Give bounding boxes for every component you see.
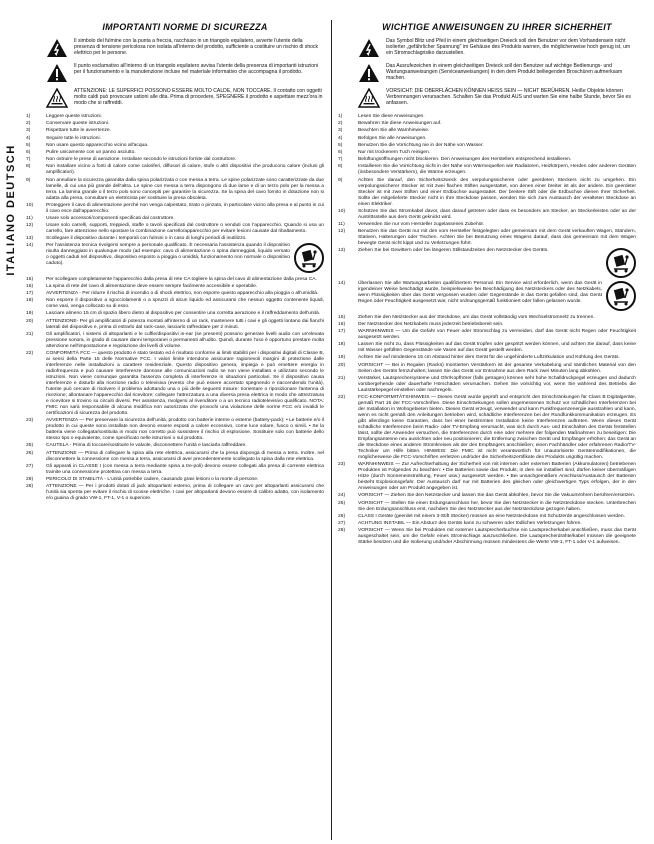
instruction-text: Ziehen Sie bei Gewittern oder bei längeren Stillstandzeiten den Netzstecker des Geräts.: [358, 248, 636, 280]
instruction-item: [26, 291, 324, 297]
instruction-number: 18): [26, 298, 34, 304]
hot-surface-icon: [46, 88, 68, 108]
instruction-number: 9): [338, 177, 343, 183]
instruction-number: 27): [26, 463, 34, 469]
instruction-number: 6): [338, 149, 343, 155]
instruction-text: Gli amplificatori, i sistemi di altoparlanti e le cuffie/dispositivi in-ear (se presenti) possono generare livelli audio con un'elevata pressione sonora, in grado di causare danni temporanei o permanenti all'udito. Quindi, durante l'uso è opportuno prestare molta attenzione nell'impostazione e regolazione dei livelli di volume.: [46, 331, 324, 349]
instruction-text: Benutzen Sie das Gerät nur mit den vom Hersteller festgelegten oder gemeinsam mit dem Gerät verkauften Wagen, Ständern, Stativen, Halterungen oder Tischen. Achten Sie bei Benutzung eines Wagens darauf, dass das gemeinsam mit dem Wagen bewegte Gerät nicht kippt und zu Verletzungen führt.: [358, 229, 636, 247]
instruction-text: Ziehen Sie den Netzstecker aus der Steckdose, um das Gerät vollständig vom Wechselstromnetz zu trennen.: [358, 314, 595, 320]
instruction-number: 3): [338, 128, 343, 134]
instruction-item: [26, 164, 324, 176]
instruction-item: [338, 395, 636, 461]
instruction-item: [26, 319, 324, 331]
instruction-item: [26, 157, 324, 163]
instruction-text: Pulire unicamente con un panno asciutto.: [46, 149, 136, 155]
instruction-item: [26, 351, 324, 417]
instruction-text: Schützen Sie das Stromkabel davor, dass darauf getreten oder dass es besonders am Stecker, an Steckerleisten oder an der Austrittsstelle aus dem Gerät geknickt wird.: [358, 208, 636, 220]
instruction-item: [338, 521, 636, 527]
instruction-number: 19): [26, 311, 34, 317]
instruction-item: [26, 178, 324, 202]
instruction-text: ATTENZIONE — Per i prodotti dotati di jack altoparlanti esterno, prima di collegare un cavo per altoparlanti assicurarsi che l'unità sia spenta per evitare il rischio di scosse elettriche. I cavi per altoparlanti devono essere di calibro adatto, con isolamento e/o guaina di grado VW-1, FT-1, V-1 o superiore.: [46, 484, 324, 502]
instruction-text: Seguire tutte le istruzioni.: [46, 135, 101, 141]
instruction-text: WARNHINWEIS — Zur Aufrechterhaltung der Sicherheit von mit internen oder externen Batterien (Akkumulatoren) betriebenen Produkten ist Folgendes zu beachten: • Die Batterien sowie das Produkt, in dem sie installiert sind, dürfen keiner übermäßigen Hitze (durch Sonneneinstrahlung, Feuer usw.) ausgesetzt werden. • Bei unsachgemäßem Anschluss/Austausch der Batterien besteht Explosionsgefahr. Der Austausch darf nur mit Batterien des gleichen oder gleichwertigen Typs erfolgen, der in den Anweisungen oder am Produkt angegeben ist.: [358, 462, 636, 492]
instruction-number: 15): [338, 314, 346, 320]
instruction-item: [338, 114, 636, 120]
instruction-number: 26): [26, 450, 34, 456]
instruction-number: 20): [338, 362, 346, 368]
italian-warnings: [26, 38, 324, 108]
instruction-number: 14): [338, 281, 346, 287]
instruction-number: 22): [26, 350, 34, 356]
instruction-text: ATTENZIONE- Per gli amplificatori di potenza montati all'interno di un rack, mantenere tutti i cavi e gli oggetti lontano dai fianchi laterali del dispositivo e, prima di estrarlo dal rack-case, lasciarlo raffreddare per 2 minuti.: [46, 318, 324, 330]
instruction-text: Verwenden Sie nur vom Hersteller zugelassenes Zubehör.: [358, 221, 485, 227]
instruction-item: [338, 150, 636, 156]
instruction-number: 3): [26, 128, 31, 134]
instruction-item: [338, 209, 636, 221]
instruction-number: 8): [26, 164, 31, 170]
instruction-text: Achten Sie darauf, den Sicherheitszweck des verpolungssicheren oder geerdeten Steckers nicht zu umgehen. Ein verpolungssicherer Stecker ist mit zwei flachen Stiften ausgestattet, von denen einer breiter ist als der andere. Ein geerdeter Stecker ist mit zwei Stiften und einer Erdbuchse ausgestattet. Der breitere Stift oder die Erdbuchse dienen Ihrer Sicherheit. Sollte der mitgelieferte Stecker nicht in Ihre Steckdose passen, wenden Sie sich zum Austausch der veralteten Steckdose an einen Elektriker.: [358, 177, 636, 207]
instruction-text: AVVERTENZA - Per ridurre il rischio di incendio o di shock elettrico, non esporre questo apparecchio alla pioggia o all'umidità.: [46, 291, 319, 296]
instruction-text: Der Netzstecker des Netzkabels muss jederzeit betriebsbereit sein.: [358, 321, 504, 327]
instruction-item: [338, 222, 636, 228]
instruction-text: Non esporre il dispositivo a sgocciolamenti o a spruzzi di alcun liquido ed assicurarsi che nessun oggetto contenente liquidi, come vasi, venga collocato su di esso.: [46, 298, 324, 310]
instruction-number: 7): [338, 157, 343, 163]
instruction-number: 24): [338, 493, 346, 499]
warning-notice: [46, 88, 324, 108]
warning-text: Das Symbol Blitz und Pfeil in einem gleichseitigen Dreieck soll den Benutzer vor dem Vorhandensein nicht isolierter „gefährlicher Spannung" im Gehäuse des Produkts warnen, die möglicherweise hoch genug ist, um ein Stromschlagrisiko darzustellen.: [386, 38, 631, 57]
instruction-text: CLASS I Geräte (geerdet mit einem 3-Stift Stecker) müssen an eine Netzsteckdose mit Schutzerde angeschlossen werden.: [358, 513, 625, 519]
instruction-number: 1): [338, 114, 343, 119]
instruction-item: [338, 143, 636, 149]
instruction-item: [26, 451, 324, 463]
instruction-item: [338, 376, 636, 394]
instruction-item: [338, 355, 636, 361]
instruction-text: Gli apparati in CLASSE I (con messa a terra mediante spina a tre-poli) devono essere collegati alla presa di corrente elettrica tramite una connessione protettiva con messa a terra.: [46, 463, 324, 475]
instruction-item: [338, 157, 636, 163]
instruction-item: [338, 229, 636, 247]
german-warnings: [338, 38, 636, 108]
german-heading: WICHTIGE ANWEISUNGEN ZU IHRER SICHERHEIT: [382, 22, 612, 32]
warning-text: VORSICHT: DIE OBERFLÄCHEN KÖNNEN HEISS SEIN — NICHT BERÜHREN. Heiße Objekte können Verbrennungen verursachen. Schalten Sie das Produkt AUS und warten Sie eine halbe Stunde, bevor Sie es anfassen.: [386, 88, 631, 107]
instruction-number: 11): [26, 215, 33, 221]
instruction-item: [26, 332, 324, 350]
instruction-number: 28): [338, 528, 346, 534]
instruction-number: 17): [338, 329, 346, 334]
instruction-number: 28): [26, 484, 34, 490]
italian-heading: IMPORTANTI NORME DI SICUREZZA: [102, 22, 268, 32]
instruction-number: 7): [26, 157, 31, 163]
instruction-number: 17): [26, 291, 34, 296]
instruction-item: [338, 136, 636, 142]
instruction-text: Belüftungsöffnungen nicht blockieren. Den Anweisungen des Herstellers entsprechend installieren.: [358, 157, 572, 163]
instruction-text: Benutzen Sie die Vorrichtung nie in der Nähe von Wasser.: [358, 142, 484, 148]
instruction-number: 4): [338, 135, 343, 141]
instruction-text: Befolgen Sie alle Anweisungen.: [358, 135, 427, 141]
instruction-number: 27): [338, 520, 346, 526]
instruction-number: 22): [338, 394, 346, 400]
instruction-item: [338, 315, 636, 321]
instruction-text: Leggere queste istruzioni.: [46, 114, 103, 119]
instruction-item: [26, 136, 324, 142]
instruction-text: Usare solo accessori/componenti specificati dal costruttore.: [46, 215, 175, 221]
instruction-text: Proteggere il cavo di alimentazione perché non venga calpestato, tirato o pinzato, in particolare vicino alla presa e al punto in cui il cavo esce dall'apparecchio.: [46, 202, 324, 214]
instruction-item: [338, 281, 636, 313]
instruction-number: 10): [338, 208, 346, 214]
instruction-item: [26, 477, 324, 483]
instruction-item: [338, 164, 636, 176]
language-side-tab: [2, 144, 20, 276]
instruction-text: La spina di rete del cavo di alimentazione deve essere sempre facilmente accessibile e operabile.: [46, 283, 258, 289]
warning-notice: [358, 38, 636, 58]
instruction-number: 23): [338, 462, 346, 468]
instruction-number: 2): [338, 121, 343, 127]
instruction-number: 13): [338, 248, 346, 254]
instruction-number: 6): [26, 149, 31, 155]
instruction-item: [26, 484, 324, 502]
instruction-number: 13): [26, 236, 34, 242]
instruction-item: [26, 443, 324, 449]
instruction-text: CONFORMITÀ FCC — questo prodotto è stato testato ed è risultato conforme ai limiti stabiliti per i dispositivi digitali di Classe B, ai sensi della Parte 15 delle Normative FCC. I valori limite intendono assicurare ragionevoli margini di protezione dalle interferenze nelle installazioni a carattere residenziale. Questo dispositivo genera, impiega e può emettere energia in radiofrequenza e può causare interferenze dannose alle comunicazioni radio se non viene installato e utilizzato secondo le istruzioni. Non viene comunque garantita l'assenza completa di interferenze in situazioni particolari. Se il dispositivo causa interferenze e disturbi alla ricezione radio o televisiva (evento che può essere accertato spegnendo e riaccendendo l'unità), l'utente può cercare di risolvere il problema adottando una o più delle seguenti misure: riorientare o riposizionare l'antenna di ricezione; allontanare l'apparecchio dal ricevitore; collegare l'attrezzatura a una diversa presa elettrica in modo che attrezzatura e ricevitore si trovino su circuiti diversi. Per assistenza, rivolgersi al rivenditore o a un tecnico radiotelevisivo qualificato. NOTA: FMIC non sarà responsabile di alcuna modifica non autorizzata che provochi una violazione delle norme FCC e/o invalidi le certificazioni di sicurezza del prodotto.: [46, 350, 324, 416]
instruction-item: [26, 143, 324, 149]
instruction-item: [26, 203, 324, 215]
instruction-number: 1): [26, 114, 31, 119]
instruction-text: Lassen Sie nicht zu, dass Flüssigkeiten auf das Gerät tropfen oder gespritzt werden können, und achten Sie darauf, dass keine mit Wasser gefüllten Gegenstände wie Vasen auf das Gerät gestellt werden.: [358, 342, 636, 354]
instruction-text: ACHTUNG INSTABIL — Ein Absturz des Geräts kann zu schweren oder tödlichen Verletzungen führen.: [358, 520, 582, 526]
instruction-text: Nur mit trockenem Tuch reinigen.: [358, 149, 431, 155]
instruction-number: 4): [26, 135, 31, 141]
instruction-item: [338, 121, 636, 127]
instruction-text: Per scollegare completamente l'apparecchio dalla presa di rete CA togliere la spina del cavo di alimentazione dalla presa CA.: [46, 276, 317, 282]
instruction-number: 21): [338, 375, 346, 381]
instruction-item: [26, 243, 324, 275]
instruction-text: CAUTELA - Prima di toccare/sostituire le valvole, disconnettere l'unità e lasciarla raffreddare.: [46, 443, 247, 449]
instruction-text: Verstärker, Lautsprechersysteme und Ohr/Kopfhörer (falls getragen) können sehr hohe Schalldruckpegel erzeugen und dadurch vorübergehende oder dauerhafte Hörschäden verursachen. Gehen Sie vorsichtig vor, wenn Sie während des Betriebs die Lautstärkepegel einstellen oder nachregeln.: [358, 375, 636, 393]
instruction-item: [26, 128, 324, 134]
instruction-text: WARNHINWEIS — Um die Gefahr von Feuer oder Stromschlag zu vermeiden, darf das Gerät nicht Regen oder Feuchtigkeit ausgesetzt werden.: [358, 329, 636, 340]
instruction-item: [338, 128, 636, 134]
instruction-number: 23): [26, 418, 34, 424]
warning-text: Il punto esclamativo all'interno di un triangolo equilatero avvisa l'utente della presenza di importanti istruzioni per il funzionamento e la manutenzione incluse nel materiale informativo che accompagna il prodotto.: [74, 63, 319, 76]
instruction-number: 26): [338, 513, 346, 519]
instruction-item: [26, 150, 324, 156]
instruction-text: VORSICHT — Ziehen Sie den Netzstecker und lassen Sie das Gerät abkühlen, bevor Sie die Vakuumröhren berühren/ersetzen.: [358, 493, 636, 499]
instruction-number: 18): [338, 342, 346, 348]
instruction-text: VORSICHT — Stellen Sie einen Erdungsanschluss her, bevor Sie den Netzstecker in die Netzsteckdose stecken. Unterbrechen Sie den Erdungsanschluss erst, nachdem Sie den Netzstecker aus der Netzsteckdose gezogen haben.: [358, 500, 636, 512]
instruction-item: [338, 493, 636, 499]
instruction-item: [26, 114, 324, 120]
german-column: [338, 22, 636, 547]
instruction-item: [338, 514, 636, 520]
exclamation-triangle-icon: [358, 63, 380, 83]
instruction-number: 16): [338, 321, 346, 327]
instruction-number: 25): [338, 500, 346, 506]
cart-tip-over-icon: [606, 248, 636, 278]
instruction-number: 15): [26, 276, 34, 282]
instruction-item: [26, 311, 324, 317]
instruction-item: [338, 501, 636, 513]
instruction-number: 12): [26, 223, 34, 229]
instruction-number: 10): [26, 202, 34, 208]
instruction-text: Non annullare la sicurezza garantita dalla spina polarizzata o con messa a terra. Le spine polarizzate sono caratterizzate da due lamelle, di cui una più grande dell'altra. Le spine con messa a terra dispongono di due lame e di un terzo polo per la messa a terra. La lamina grande o il terzo polo sono concepiti per garantire la sicurezza. Se la spina del cavo fornito in dotazione non si adatta alla presa, consultare un elettricista per sostituire la presa obsoleta.: [46, 177, 324, 201]
instruction-number: 5): [338, 142, 343, 148]
instruction-item: [338, 248, 636, 280]
instruction-text: Lasciare almeno 15 cm di spazio libero dietro al dispositivo per consentire una corretta aerazione e il raffreddamento dell'unità.: [46, 311, 321, 317]
instruction-item: [338, 329, 636, 341]
instruction-number: 9): [26, 177, 31, 183]
warning-text: Il simbolo del fulmine con la punta a freccia, racchiuso in un triangolo equilatero, avverte l'utente della presenza di tensione pericolosa non isolata all'interno del prodotto, sufficiente a costituire un rischio di shock elettrico per le persone.: [74, 38, 319, 57]
column-divider: [331, 20, 332, 840]
cart-tip-over-icon: [606, 281, 636, 311]
italian-column: [26, 22, 324, 503]
instruction-text: Per l'assistenza tecnica rivolgersi sempre a personale qualificato. È necessaria l'assistenza quando il dispositivo risulta danneggiato in qualunque modo (ad esempio: cavo di alimentazione o spina danneggiati, liquido versato o oggetti caduti nel dispositivo, dispositivo esposto a pioggia o umidità, funzionamento non normale o dispositivo caduto).: [46, 243, 324, 275]
instruction-number: 28): [26, 476, 34, 482]
instruction-text: Rispettare tutte le avvertenze.: [46, 128, 111, 134]
instruction-text: Conservare queste istruzioni.: [46, 121, 110, 127]
instruction-item: [26, 298, 324, 310]
instruction-item: [26, 216, 324, 222]
instruction-text: VORSICHT — Wenn Sie bei Produkten mit externer Lautsprecherbuchse ein Lautsprecherkabel anschließen, muss das Gerät ausgeschaltet sein, um die Gefahr eines Stromschlags auszuschließen. Die Lautsprecherdrähte/kabel müssen die geeignete Stärke besitzen und die Isolierung und/oder Abschirmung müssen mindestens die Werte VW-1, FT-1 oder V-1 aufweisen.: [358, 528, 636, 546]
instruction-item: [26, 277, 324, 283]
instruction-item: [26, 464, 324, 476]
instruction-text: Achten Sie auf mindestens 15 cm Abstand hinter dem Gerät für die ungehinderte Luftzirkulation und Kühlung des Geräts.: [358, 355, 620, 361]
instruction-number: 12): [338, 229, 346, 235]
italian-instruction-list: [26, 114, 324, 502]
instruction-item: [26, 418, 324, 442]
warning-notice: [358, 63, 636, 83]
instruction-text: Bewahren Sie diese Anweisungen auf.: [358, 121, 442, 127]
instruction-item: [338, 462, 636, 492]
lightning-triangle-icon: [46, 38, 68, 58]
instruction-number: 20): [26, 318, 34, 324]
lightning-triangle-icon: [358, 38, 380, 58]
exclamation-triangle-icon: [46, 63, 68, 83]
warning-text: ATTENZIONE: LE SUPERFICI POSSONO ESSERE MOLTO CALDE, NON TOCCARE. Il contatto con oggetti molto caldi può provocare ustioni alle dita. Prima di procedere, SPEGNERE il prodotto e aspettare mezz'ora in modo che si raffreddi.: [74, 88, 323, 107]
instruction-text: Installieren Sie die Vorrichtung nicht in der Nähe von Wärmequellen wie Radiatoren, Heizkörpern, Herden oder anderen Geräten (insbesondere Verstärkern), die Wärme erzeugen.: [358, 164, 636, 176]
hot-surface-icon: [358, 88, 380, 108]
instruction-text: Scollegare il dispositivo durante i temporali con fulmini o in caso di lunghi periodi di inutilizzo.: [46, 236, 247, 242]
instruction-text: ATTENZIONE — Prima di collegare la spina alla rete elettrica, assicurarsi che la presa disponga di messa a terra. Inoltre, nel disconnettere la connessione con messa a terra, assicurarsi di aver precedentemente scollegato la spina dalla rete elettrica.: [46, 450, 324, 462]
instruction-item: [26, 236, 324, 242]
instruction-item: [26, 223, 324, 235]
instruction-text: Non usare questo apparecchio vicino all'acqua.: [46, 142, 149, 148]
instruction-item: [338, 178, 636, 208]
warning-text: Das Ausrufezeichen in einem gleichseitigen Dreieck soll den Benutzer auf wichtige Bedienungs- und Wartungsanweisungen (Serviceanweisungen) in den dem Produkt beiliegenden Broschüren aufmerksam machen.: [386, 63, 623, 82]
instruction-item: [26, 121, 324, 127]
instruction-number: 21): [26, 331, 34, 337]
warning-notice: [46, 63, 324, 83]
language-side-tab-label: ITALIANO DEUTSCH: [5, 144, 17, 276]
instruction-number: 14): [26, 243, 34, 249]
instruction-text: Non ostruire le prese di aerazione. Installare secondo le istruzioni fornite dal costruttore.: [46, 157, 237, 163]
instruction-number: 16): [26, 283, 34, 289]
instruction-number: 8): [338, 164, 343, 170]
instruction-number: 25): [26, 443, 34, 449]
instruction-text: Non installare vicino a fonti di calore come caloriferi, diffusori di calore, stufe o altri dispositivi che producono calore (inclusi gli amplificatori).: [46, 164, 324, 176]
instruction-item: [338, 363, 636, 375]
instruction-item: [26, 284, 324, 290]
warning-notice: [46, 38, 324, 58]
instruction-number: 5): [26, 142, 31, 148]
instruction-item: [338, 528, 636, 546]
instruction-text: PERICOLO DI STABILITÀ - L'unità potrebbe cadere, causando gravi lesioni o la morte di persone.: [46, 476, 259, 482]
instruction-text: FCC-KONFORMITÄTSHINWEIS — Dieses Gerät wurde geprüft und entspricht den Einschränkungen für Class B Digitalgeräte, gemäß Part 15 der FCC-Vorschriften. Diese Einschränkungen sollen angemessenen Schutz vor schädlichen Interferenzen bei der Installation in Wohngebieten bieten. Dieses Gerät erzeugt, verwendet und kann Funkfrequenzenergie ausstrahlen und kann, wenn es nicht gemäß den Anleitungen betrieben wird, schädliche Interferenzen bei der Rundfunkkommunikation erzeugen. Es gibt allerdings keine Garantien, dass bei einer bestimmten Installation keine Interferenzen auftreten. Wenn dieses Gerät schädliche Interferenzen beim Radio- oder TV-Empfang verursacht, was sich durch Aus- und Einschalten des Geräts feststellen lässt, sollte der Anwender versuchen, die Interferenzen durch eine oder mehrere der folgenden Maßnahmen zu beseitigen: Die Empfangsantenne neu ausrichten oder neu positionieren; die Entfernung zwischen Gerät und Empfänger erhöhen; das Gerät an die Steckdose eines anderen Stromkreises als der des Empfängers anschließen; einen Fachhändler oder erfahrenen Radio/TV-Techniker um Hilfe bitten. HINWEIS: Die FMIC ist nicht verantwortlich für unautorisierte Gerätemodifikationen, die möglicherweise die FCC-Vorschriften verletzen und/oder die Sicherheitszertifikate des Produkts ungültig machen.: [358, 394, 636, 460]
instruction-text: Usare solo carrelli, supporti, treppiedi, staffe o tavoli specificati dal costruttore o venduti con l'apparecchio. Quando si usa un carrello, fare attenzione nello spostare la combinazione carrello/apparecchio per evitare lesioni causate dal ribaltamento.: [46, 223, 324, 235]
german-instruction-list: [338, 114, 636, 546]
instruction-text: Überlassen Sie alle Wartungsarbeiten qualifiziertem Personal. Ein Service wird erforderlich, wenn das Gerät in irgendeiner Weise beschädigt wurde, beispielsweise bei Beschädigung des Netzsteckers oder des Netzkabels, wenn Flüssigkeiten über das Gerät vergossen wurden oder Gegenstände in das Gerät gefallen sind, das Gerät Regen oder Feuchtigkeit ausgesetzt war, nicht ordnungsgemäß funktioniert oder fallen gelassen wurde.: [358, 281, 636, 313]
instruction-number: 2): [26, 121, 31, 127]
instruction-item: [338, 322, 636, 328]
instruction-text: Beachten Sie alle Warnhinweise.: [358, 128, 430, 134]
instruction-text: AVVERTENZA — Per preservare la sicurezza dell'unità, prodotto con batterie interne o esterne (battery-pack): • Le batterie e/o il prodotto in cui queste sono installate non devono essere esposti a calore eccessivo, come luce solare, fuoco o simili. • Se la batteria viene collegata/sostituita in modo non corretto può sussistere il rischio di esplosione. Sostituire solo con batterie dello stesso tipo o equivalente, come specificato nelle istruzioni o sul prodotto.: [46, 418, 324, 442]
instruction-text: VORSICHT — Bei in Regalen (Racks) montierten Verstärkern ist der gesamte Verkabelung und sämtliches Material von den Seiten des Geräts fernzuhalten; lassen Sie das Gerät vor Entnahme aus dem Rack zwei Minuten lang abkühlen.: [358, 362, 636, 374]
cart-tip-over-icon: [294, 243, 324, 273]
instruction-item: [338, 342, 636, 354]
instruction-number: 19): [338, 355, 346, 361]
warning-notice: [358, 88, 636, 108]
instruction-number: 11): [338, 221, 345, 227]
instruction-text: Lesen Sie diese Anweisungen.: [358, 114, 425, 119]
